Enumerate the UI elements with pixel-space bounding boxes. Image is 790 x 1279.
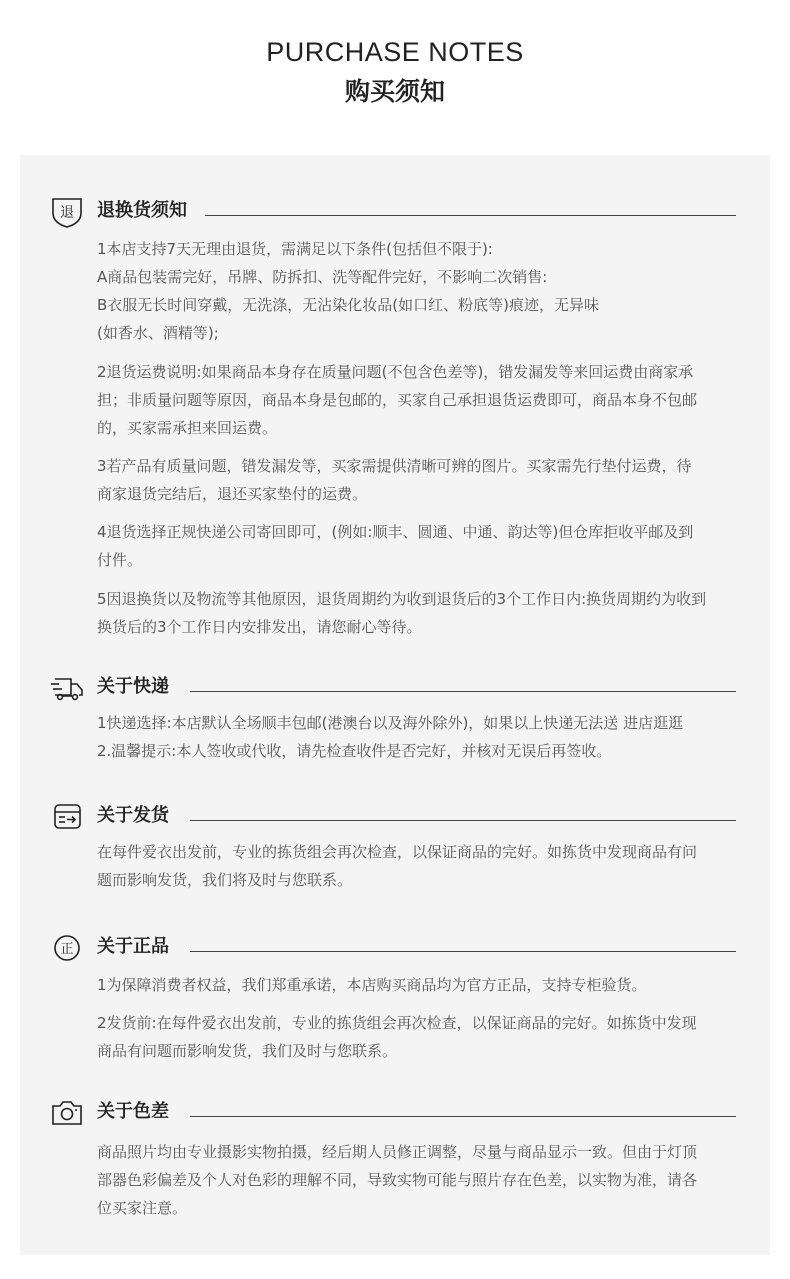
section-title: 关于发货 — [97, 805, 169, 826]
page-title-cn: 购买须知 — [344, 77, 445, 106]
section-divider — [190, 820, 736, 821]
section-delivery-header — [20, 671, 770, 705]
section-return-paragraph-2: 2退货运费说明:如果商品本身存在质量问题(不包含色差等)，错发漏发等来回运费由商家承 担；非质量问题等原因，商品本身是包邮的，买家自己承担退货运费即可，商品本身不包邮 的，买家需承担来回运费。 — [97, 363, 698, 437]
svg-text:退: 退 — [60, 205, 74, 221]
section-divider — [190, 951, 736, 952]
page-title-en: PURCHASE NOTES — [266, 37, 524, 67]
truck-icon — [50, 671, 84, 705]
shipping-box-icon — [50, 800, 84, 834]
section-return-paragraph-5: 5因退换货以及物流等其他原因，退货周期约为收到退货后的3个工作日内:换货周期约为收到 换货后的3个工作日内安排发出，请您耐心等待。 — [97, 590, 707, 636]
section-title: 退换货须知 — [97, 200, 187, 221]
return-icon — [50, 195, 84, 229]
svg-text:正: 正 — [60, 942, 74, 957]
section-color-header — [20, 1096, 770, 1130]
section-title: 关于快递 — [97, 676, 169, 697]
section-title: 关于正品 — [97, 936, 169, 957]
section-return-paragraph-4: 4退货选择正规快递公司寄回即可，(例如:顺丰、圆通、中通、韵达等)但仓库拒收平邮及到 付件。 — [97, 523, 694, 569]
section-return-paragraph-3: 3若产品有质量问题，错发漏发等，买家需提供清晰可辨的图片。买家需先行垫付运费，待 商家退货完结后，退还买家垫付的运费。 — [97, 457, 692, 503]
section-authentic-paragraph-1: 1为保障消费者权益，我们郑重承诺，本店购买商品均为官方正品，支持专柜验货。 — [97, 976, 647, 994]
section-divider — [190, 1116, 736, 1117]
section-delivery-paragraph-1: 1快递选择:本店默认全场顺丰包邮(港澳台以及海外除外)，如果以上快递无法送 进店逛逛 2.温馨提示:本人签收或代收，请先检查收件是否完好，并核对无误后再签收。 — [97, 714, 684, 760]
section-divider — [190, 691, 736, 692]
section-color-paragraph-1: 商品照片均由专业摄影实物拍摄，经后期人员修正调整，尽量与商品显示一致。但由于灯顶 部器色彩偏差及个人对色彩的理解不同，导致实物可能与照片存在色差，以实物为准，请各 位买家注意。 — [97, 1143, 698, 1217]
section-return-paragraph-1: 1本店支持7天无理由退货，需满足以下条件(包括但不限于): A商品包装需完好，吊牌、防拆扣、洗等配件完好，不影响二次销售: B衣服无长时间穿戴，无洗涤，无沾染化妆品(如口红、粉底等)痕迹，无异味 (如香水、酒精等); — [97, 240, 599, 342]
section-authentic-paragraph-2: 2发货前:在每件爱衣出发前，专业的拣货组会再次检查，以保证商品的完好。如拣货中发现 商品有问题而影响发货，我们及时与您联系。 — [97, 1014, 697, 1060]
section-title: 关于色差 — [97, 1101, 169, 1122]
section-authentic-header — [20, 931, 770, 965]
section-shipping-paragraph-1: 在每件爱衣出发前，专业的拣货组会再次检查，以保证商品的完好。如拣货中发现商品有问 题而影响发货，我们将及时与您联系。 — [97, 843, 698, 889]
section-return-header — [20, 195, 770, 229]
camera-icon — [50, 1096, 84, 1130]
notes-panel — [20, 155, 770, 1255]
authentic-icon — [50, 931, 84, 965]
section-divider — [205, 215, 736, 216]
section-shipping-header — [20, 800, 770, 834]
